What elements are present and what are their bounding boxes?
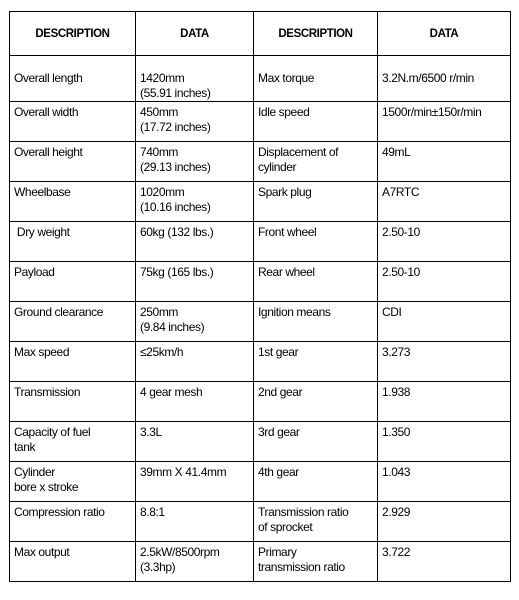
description-cell: Rear wheel	[254, 262, 378, 302]
data-cell: 1.043	[378, 462, 511, 502]
data-cell: ≤25km/h	[136, 342, 254, 382]
description-cell: Max torque	[254, 56, 378, 102]
data-cell: A7RTC	[378, 182, 511, 222]
description-cell: Transmission ratio of sprocket	[254, 502, 378, 542]
description-cell: Cylinder bore x stroke	[10, 462, 136, 502]
table-row	[10, 56, 511, 102]
description-cell: 2nd gear	[254, 382, 378, 422]
table-row	[10, 382, 511, 422]
description-cell: Ground clearance	[10, 302, 136, 342]
description-cell: Max speed	[10, 342, 136, 382]
description-cell: Capacity of fuel tank	[10, 422, 136, 462]
data-cell: 3.2N.m/6500 r/min	[378, 56, 511, 102]
description-cell: Displacement of cylinder	[254, 142, 378, 182]
table-row	[10, 502, 511, 542]
table-row	[10, 142, 511, 182]
description-cell: Dry weight	[10, 222, 136, 262]
description-cell: Overall length	[10, 56, 136, 102]
description-cell: Overall height	[10, 142, 136, 182]
table-row	[10, 542, 511, 582]
data-cell: 1.350	[378, 422, 511, 462]
data-cell: 1.938	[378, 382, 511, 422]
table-row	[10, 182, 511, 222]
data-cell: 60kg (132 lbs.)	[136, 222, 254, 262]
description-cell: Spark plug	[254, 182, 378, 222]
description-cell: 1st gear	[254, 342, 378, 382]
description-cell: Max output	[10, 542, 136, 582]
description-cell: Wheelbase	[10, 182, 136, 222]
description-cell: Front wheel	[254, 222, 378, 262]
header-data-2: DATA	[378, 12, 511, 56]
data-cell: 2.5kW/8500rpm (3.3hp)	[136, 542, 254, 582]
table-row	[10, 462, 511, 502]
data-cell: 3.722	[378, 542, 511, 582]
data-cell: 2.50-10	[378, 222, 511, 262]
description-cell: 4th gear	[254, 462, 378, 502]
data-cell: 1500r/min±150r/min	[378, 102, 511, 142]
table-row	[10, 262, 511, 302]
data-cell: 8.8:1	[136, 502, 254, 542]
table-row	[10, 302, 511, 342]
table-row	[10, 342, 511, 382]
data-cell: 39mm X 41.4mm	[136, 462, 254, 502]
spec-table	[9, 11, 511, 582]
header-data-1: DATA	[136, 12, 254, 56]
header-description-2: DESCRIPTION	[254, 12, 378, 56]
header-row	[10, 12, 511, 56]
description-cell: Transmission	[10, 382, 136, 422]
data-cell: CDI	[378, 302, 511, 342]
table-row	[10, 222, 511, 262]
data-cell: 1420mm (55.91 inches)	[136, 56, 254, 102]
data-cell: 450mm (17.72 inches)	[136, 102, 254, 142]
description-cell: Primary transmission ratio	[254, 542, 378, 582]
data-cell: 740mm (29.13 inches)	[136, 142, 254, 182]
description-cell: Overall width	[10, 102, 136, 142]
description-cell: Payload	[10, 262, 136, 302]
data-cell: 49mL	[378, 142, 511, 182]
data-cell: 1020mm (10.16 inches)	[136, 182, 254, 222]
data-cell: 4 gear mesh	[136, 382, 254, 422]
data-cell: 250mm (9.84 inches)	[136, 302, 254, 342]
table-row	[10, 102, 511, 142]
description-cell: 3rd gear	[254, 422, 378, 462]
header-description-1: DESCRIPTION	[10, 12, 136, 56]
data-cell: 75kg (165 lbs.)	[136, 262, 254, 302]
description-cell: Compression ratio	[10, 502, 136, 542]
data-cell: 2.929	[378, 502, 511, 542]
data-cell: 3.3L	[136, 422, 254, 462]
description-cell: Ignition means	[254, 302, 378, 342]
table-row	[10, 422, 511, 462]
data-cell: 2.50-10	[378, 262, 511, 302]
description-cell: Idle speed	[254, 102, 378, 142]
data-cell: 3.273	[378, 342, 511, 382]
